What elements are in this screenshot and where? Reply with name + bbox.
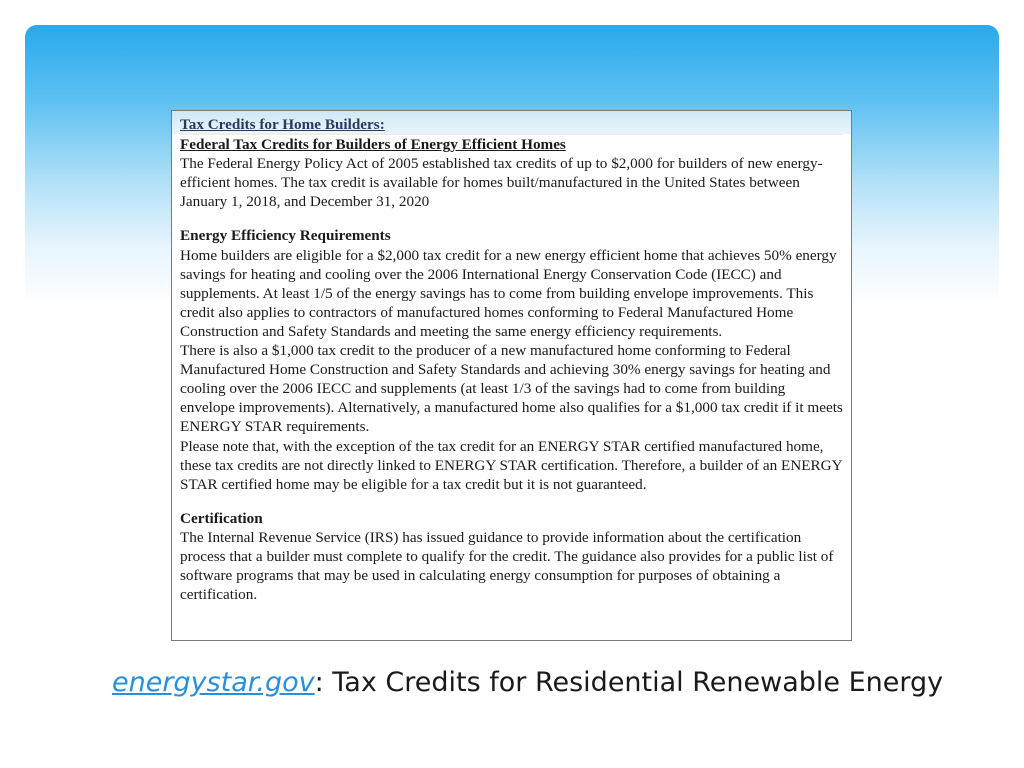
document-excerpt	[171, 110, 852, 641]
source-link[interactable]: energystar.gov	[112, 667, 315, 698]
certification-paragraph: The Internal Revenue Service (IRS) has issued guidance to provide information about the certification process that a builder must complete to qualify for the credit. The guidance also provides for a public list of software programs that may be used in calculating energy consumption for purposes of obtaining a certification.	[180, 528, 834, 604]
requirements-title: Energy Efficiency Requirements	[180, 227, 391, 245]
slide-caption	[112, 664, 972, 702]
intro-paragraph: The Federal Energy Policy Act of 2005 established tax credits of up to $2,000 for builders of new energy-efficient homes. The tax credit is available for homes built/manufactured in the United States between January 1, 2018, and December 31, 2020	[180, 155, 823, 211]
requirements-paragraph-1: Home builders are eligible for a $2,000 tax credit for a new energy efficient home that achieves 50% energy savings for heating and cooling over the 2006 International Energy Conservation Code (IECC) and supplements. At least 1/5 of the energy savings has to come from building envelope improvements. This credit also applies to contractors of manufactured homes conforming to Federal Manufactured Home Construction and Safety Standards and meeting the same energy efficiency requirements.	[180, 246, 837, 340]
document-subheading: Federal Tax Credits for Builders of Energy Efficient Homes	[180, 134, 843, 154]
requirements-paragraph-3: Please note that, with the exception of the tax credit for an ENERGY STAR certified manufactured home, these tax credits are not directly linked to ENERGY STAR certification. Therefore, a builder of an ENERGY STAR certified home may be eligible for a tax credit but it is not guaranteed.	[180, 437, 843, 493]
certification-title: Certification	[180, 509, 263, 527]
document-heading: Tax Credits for Home Builders:	[180, 116, 385, 133]
document-title-band	[172, 111, 851, 134]
caption-text: : Tax Credits for Residential Renewable Energy	[314, 667, 944, 698]
requirements-paragraph-2: There is also a $1,000 tax credit to the producer of a new manufactured home conforming to Federal Manufactured Home Construction and Safety Standards and achieving 30% energy savings for heating and cooling over the 2006 IECC and supplements (at least 1/3 of the savings had to come from building envelope improvements). Alternatively, a manufactured home also qualifies for a $1,000 tax credit if it meets ENERGY STAR requirements.	[180, 342, 843, 436]
